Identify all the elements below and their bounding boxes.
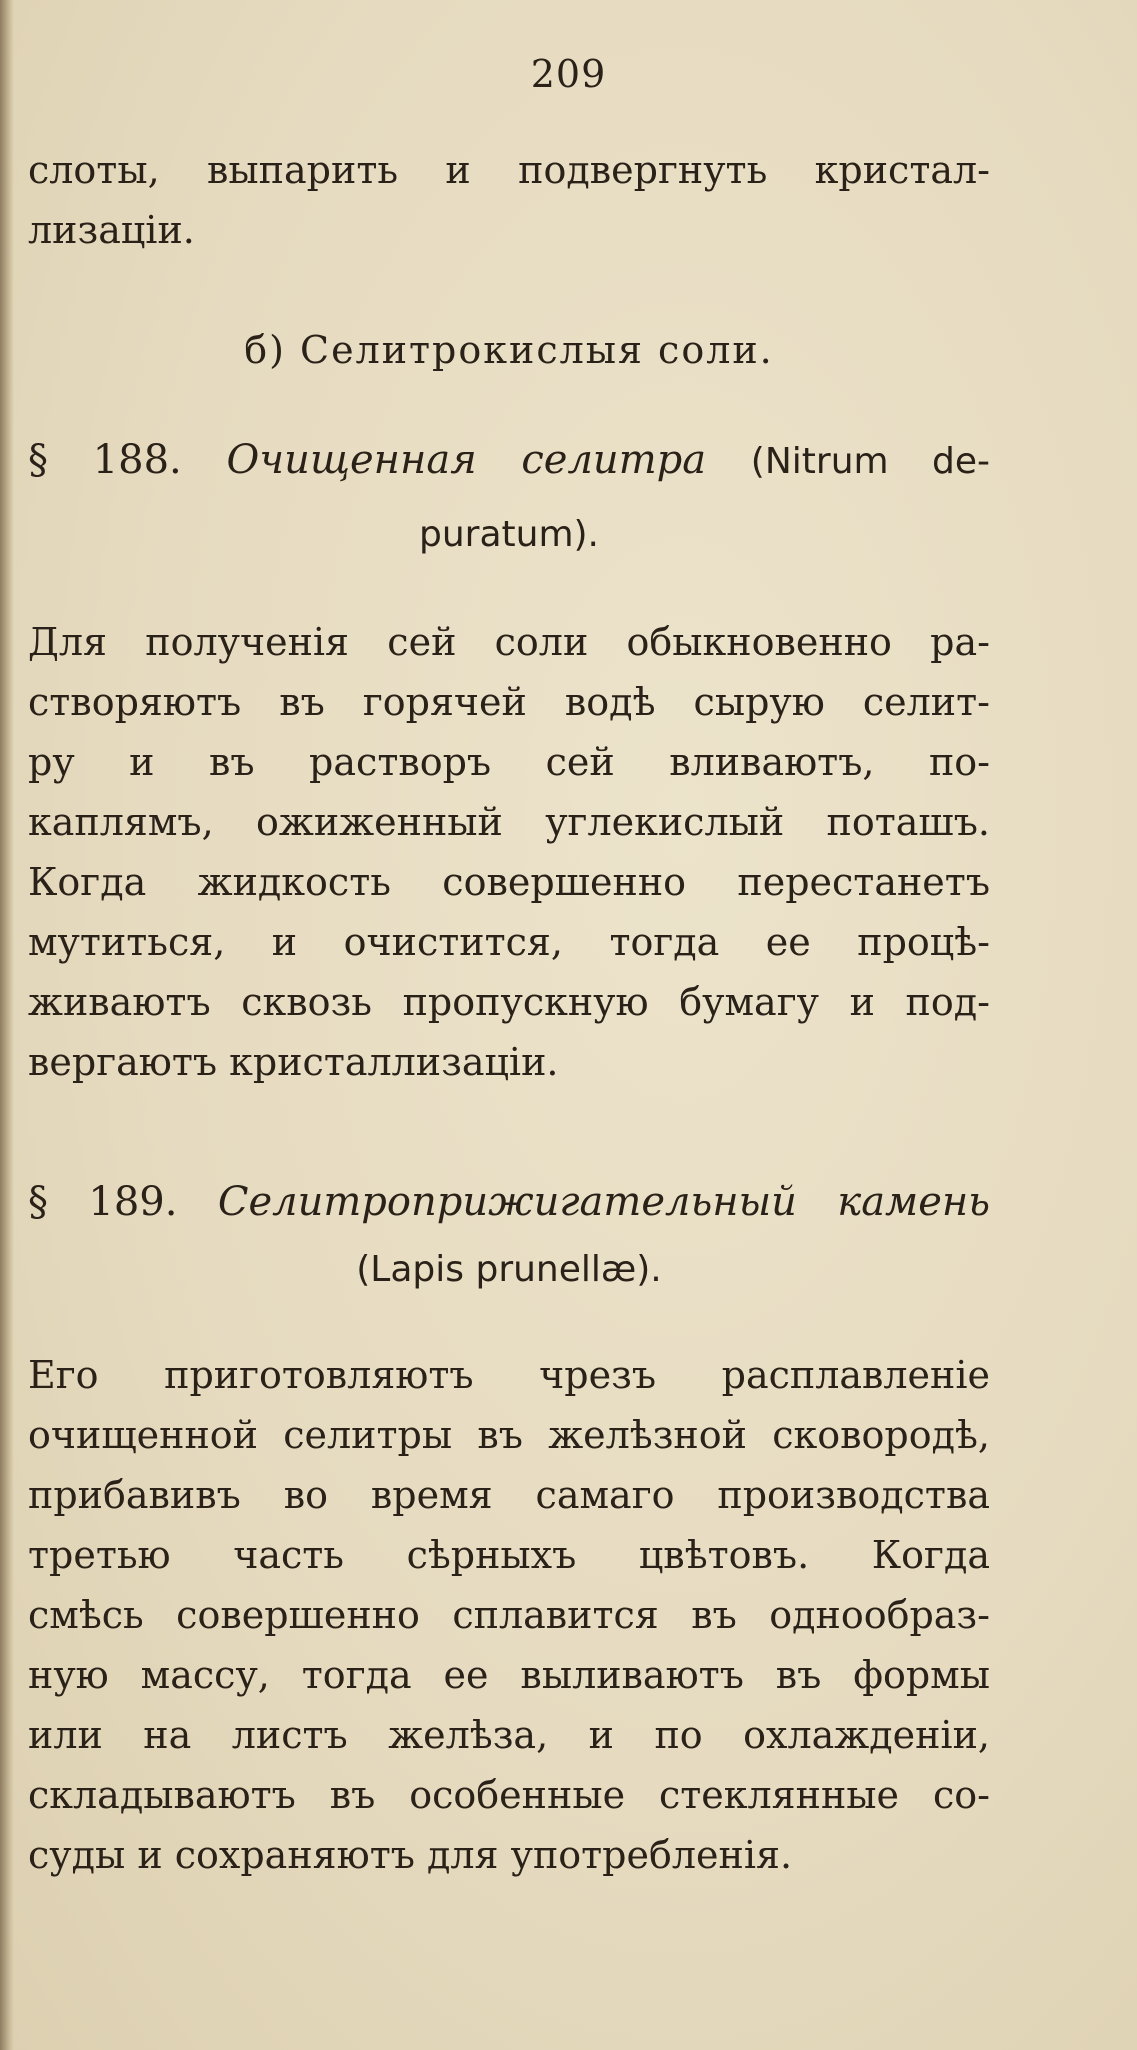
body-line: Когда жидкость совершенно перестанетъ [28,860,990,904]
body-line: живаютъ сквозь пропускную бумагу и под- [28,980,990,1024]
paragraph-mark: § 189. [28,1179,178,1225]
page-number: 209 [530,52,607,96]
body-line: Его приготовляютъ чрезъ расплавленіе [28,1353,990,1397]
body-line: Для полученія сей соли обыкновенно ра- [28,620,990,664]
body-line: ру и въ растворъ сей вливаютъ, по- [28,740,990,784]
body-line: суды и сохраняютъ для употребленія. [28,1833,793,1877]
paragraph-mark: § 188. [28,437,182,483]
carryover-line: лизаціи. [28,208,195,252]
latin-name-continuation: puratum). [418,514,600,555]
section-title: Очищенная селитра [226,437,707,483]
body-line: прибавивъ во время самаго производства [28,1473,990,1517]
page-spine-shadow [0,0,14,2050]
body-line: створяютъ въ горячей водѣ сырую селит- [28,680,990,724]
body-line: каплямъ, ожиженный углекислый поташъ. [28,800,990,844]
body-line: смѣсь совершенно сплавится въ однообраз- [28,1593,990,1637]
body-line: или на листъ желѣза, и по охлажденіи, [28,1713,990,1757]
body-line: ную массу, тогда ее выливаютъ въ формы [28,1653,990,1697]
latin-name: (Nitrum de- [750,441,991,482]
section-heading-189 [28,1172,990,1232]
body-line: мутиться, и очистится, тогда ее процѣ- [28,920,990,964]
body-line: очищенной селитры въ желѣзной сковородѣ, [28,1413,990,1457]
latin-name: (Lapis prunellæ). [356,1249,662,1290]
body-line: третью часть сѣрныхъ цвѣтовъ. Когда [28,1533,990,1577]
section-subheading: б) Селитрокислыя соли. [244,328,774,372]
body-line: складываютъ въ особенные стеклянные со- [28,1773,990,1817]
section-heading-188 [28,430,990,492]
section-title: Селитроприжигательный камень [217,1179,991,1225]
carryover-line: слоты, выпарить и подвергнуть кристал- [28,148,990,192]
body-line: вергаютъ кристаллизаціи. [28,1040,559,1084]
